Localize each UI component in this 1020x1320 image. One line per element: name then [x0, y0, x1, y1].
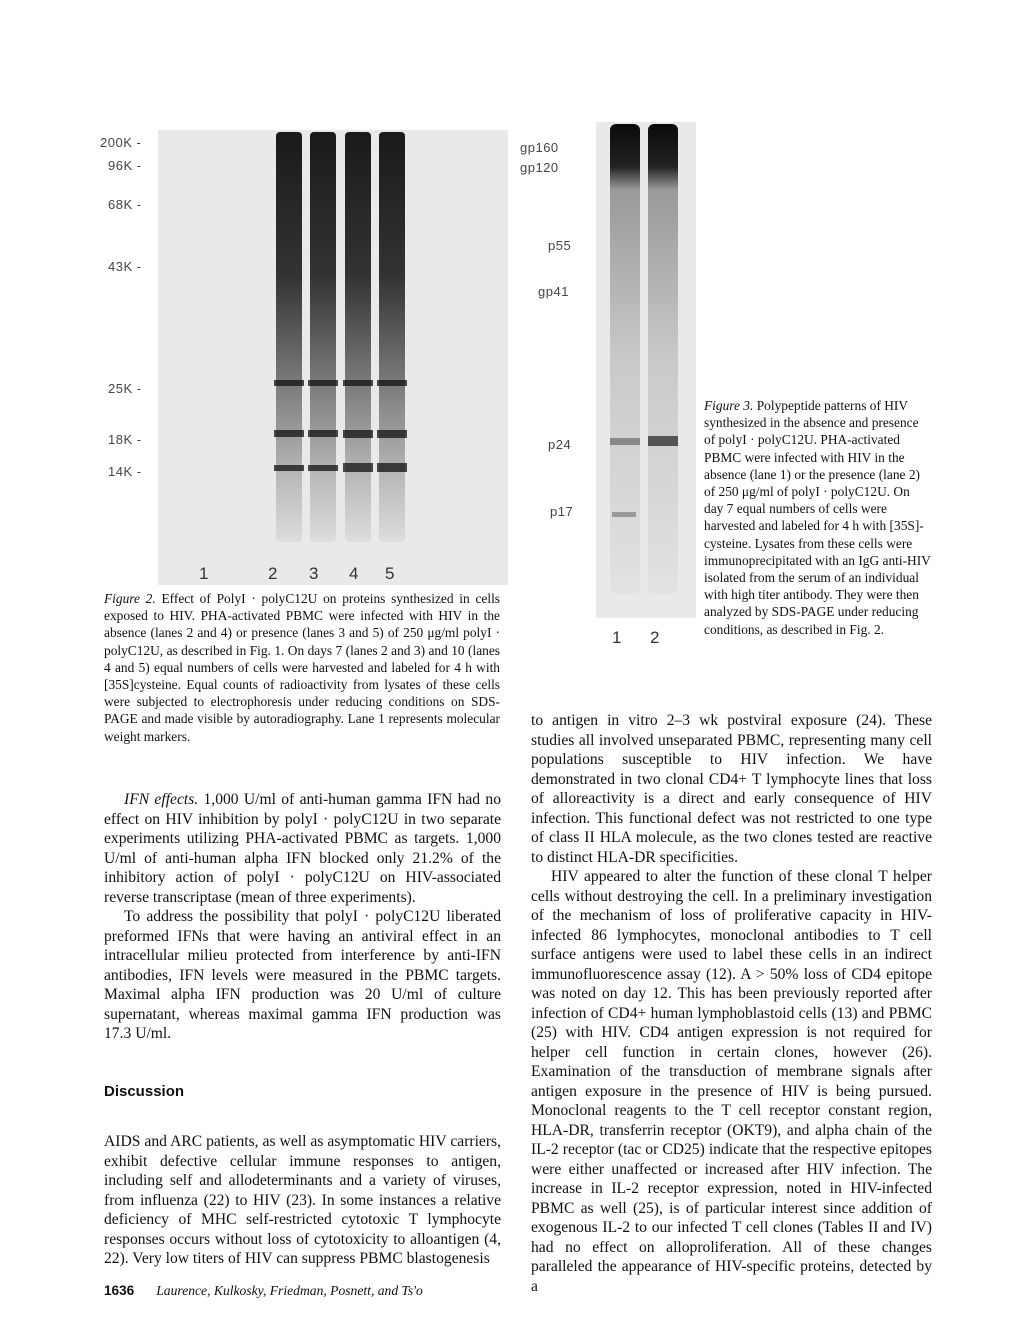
fig2-lane-2: 2 [268, 564, 278, 583]
figure-2-gel-lanes [158, 130, 508, 585]
figure-3 [520, 118, 700, 658]
fig2-lane-5: 5 [385, 564, 395, 583]
ifn-effects-paragraph [104, 790, 501, 907]
mw-marker-14k: 14K - [108, 464, 142, 479]
mw-marker-43k: 43K - [108, 259, 142, 274]
ifn-levels-paragraph: To address the possibility that polyI · polyC12U liberated preformed IFNs that were having an antiviral effect in an intracellular milieu protected from interference by anti-IFN antibodies, IFN levels were measured in the PBMC targets. Maximal alpha IFN production was 20 U/ml of culture supernatant, whereas maximal gamma IFN production was 17.3 U/ml. [104, 908, 501, 1042]
fig2-lane-4: 4 [349, 564, 359, 583]
right-column [531, 711, 932, 1296]
mw-marker-18k: 18K - [108, 432, 142, 447]
discussion-paragraph: AIDS and ARC patients, as well as asymptomatic HIV carriers, exhibit defective cellular immune responses to antigen, including self and allodeterminants and a variety of viruses, from influenza (22) to HIV (23). In some instances a relative deficiency of MHC self-restricted cytotoxic T lymphocyte responses occurs without loss of cytotoxicity to alloantigen (4, 22). Very low titers of HIV can suppress PBMC blastogenesis [104, 1133, 501, 1267]
mw-marker-96k: 96K - [108, 158, 142, 173]
footer-authors: Laurence, Kulkosky, Friedman, Posnett, and Ts'o [156, 1283, 423, 1298]
fig3-lane-2: 2 [650, 628, 660, 647]
figure-3-caption [704, 397, 932, 638]
protein-marker-gp41: gp41 [538, 284, 569, 299]
protein-marker-p55: p55 [548, 238, 572, 253]
figure-3-gel-image [596, 122, 696, 618]
figure-2-caption-label: Figure 2. [104, 591, 156, 606]
right-paragraph-1: to antigen in vitro 2–3 wk postviral exposure (24). These studies all involved unseparated PBMC, representing many cell populations susceptible to HIV infection. We have demonstrated in two clonal CD4+ T lymphocyte lines that loss of alloreactivity is a direct and early consequence of HIV infection. This functional defect was not restricted to one type of class II HLA molecule, as the two clones tested are reactive to distinct HLA-DR specificities. [531, 712, 932, 866]
figure-2 [100, 125, 510, 585]
page-footer [104, 1283, 423, 1299]
ifn-effects-text: 1,000 U/ml of anti-human gamma IFN had no effect on HIV inhibition by polyI · polyC12U in two separate experiments utilizing PHA-activated PBMC as targets. 1,000 U/ml of anti-human alpha IFN blocked only 21.2% of the inhibitory action of polyI · polyC12U on HIV-associated reverse transcriptase (mean of three experiments). [104, 791, 501, 906]
protein-marker-gp160: gp160 [520, 140, 559, 155]
ifn-effects-runin: IFN effects. [124, 791, 199, 808]
figure-2-gel-image [158, 130, 508, 585]
figure-2-caption-text: Effect of PolyI · polyC12U on proteins synthesized in cells exposed to HIV. PHA-activated PBMC were infected with HIV in the absence (lanes 2 and 4) or presence (lanes 3 and 5) of 250 μg/ml polyI · polyC12U, as described in Fig. 1. On days 7 (lanes 2 and 3) and 10 (lanes 4 and 5) equal numbers of cells were harvested and labeled for 4 h with [35S]cysteine. Equal counts of radioactivity from lysates of these cells were subjected to electrophoresis under reducing conditions on SDS-PAGE and made visible by autoradiography. Lane 1 represents molecular weight markers. [104, 591, 500, 744]
protein-marker-gp120: gp120 [520, 160, 559, 175]
fig2-lane-1: 1 [199, 564, 209, 583]
page-number: 1636 [104, 1283, 135, 1298]
right-paragraph-2: HIV appeared to alter the function of these clonal T helper cells without destroying the cell. In a preliminary investigation of the mechanism of loss of proliferative capacity in HIV-infected 86 lymphocytes, monoclonal antibodies to T cell surface antigens were used to label these cells in an indirect immunofluorescence assay (12). A > 50% loss of CD4 epitope was noted on day 12. This has been previously reported after infection of CD4+ human lymphoblastoid cells (13) and PBMC (25) with HIV. CD4 antigen expression is not required for helper cell function in certain clones, however (26). Examination of the transduction of membrane signals after antigen exposure in the presence of HIV is being pursued. Monoclonal reagents to the T cell receptor constant region, HLA-DR, transferrin receptor (OKT9), and alpha chain of the IL-2 receptor (tac or CD25) indicate that the respective epitopes were either unaffected or increased after HIV infection. The increase in IL-2 receptor expression, noted in HIV-infected PBMC as well (25), is of particular interest since addition of exogenous IL-2 to our infected T cell clones (Tables II and IV) had no effect on alloproliferation. All of these changes paralleled the appearance of HIV-specific proteins, detected by a [531, 868, 932, 1295]
mw-marker-25k: 25K - [108, 381, 142, 396]
figure-3-caption-text: Polypeptide patterns of HIV synthesized in the absence and presence of polyI · polyC12U. PHA-activated PBMC were infected with HIV in the absence (lane 1) or the presence (lane 2) of 250 μg/ml of polyI · polyC12U. On day 7 equal numbers of cells were harvested and labeled for 4 h with [35S]-cysteine. Lysates from these cells were immunoprecipitated with an IgG anti-HIV isolated from the serum of an individual with high titer antibody. They were then analyzed by SDS-PAGE under reducing conditions, as described in Fig. 2. [704, 398, 931, 637]
fig2-lane-3: 3 [309, 564, 319, 583]
protein-marker-p24: p24 [548, 437, 572, 452]
discussion-heading: Discussion [104, 1082, 185, 1100]
mw-marker-200k: 200K - [100, 135, 142, 150]
left-column [104, 790, 501, 1269]
mw-marker-68k: 68K - [108, 197, 142, 212]
protein-marker-p17: p17 [550, 504, 574, 519]
figure-3-caption-label: Figure 3. [704, 398, 754, 413]
fig3-lane-1: 1 [612, 628, 622, 647]
figure-2-caption [104, 590, 500, 745]
figure-3-gel-lanes [596, 122, 696, 618]
